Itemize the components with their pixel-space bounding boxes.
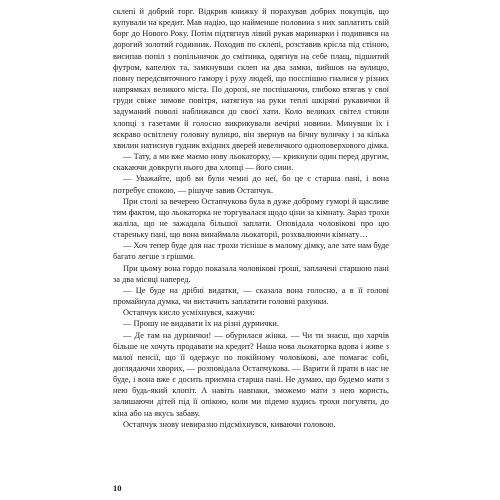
book-page <box>113 6 389 496</box>
paragraph: При столі за вечерею Остапчукова була в дуже доброму гуморі й щасливе тим фактом, що льокаторка не торгувалася щодо ціни за кімнату. Зараз трохи жаліла, що не зажадала більшої заплати. Оповідала чоловікові про цю стареньку пані, що вона винаймала льокаторії, розхвалюючи кімнату… <box>113 196 389 240</box>
paragraph: — Тату, а ми вже маємо нову льокаторку, — крикнули один перед другим, скакаючи довкруги нього два хлопці — його сини. <box>113 152 389 173</box>
paragraph: — Де там на дурнички! — обурилася жінка. — Чи ти знаєш, що харчів більше не хочуть продавати на кредит? Наша нова льокаторка вдова і живе з малої пенсії, що її одержує по покійному чоловікові, але помагає собі, доглядаючи хворих, — розповідала Остапчукова. — Варити й прати в нас не буде, і вона вже є досить приємна старша пані. Не думаю, що будемо мати з нею будь-який клопіт. А навіть навпаки, зможемо мати з нею користь, залишаючи дітей під її опікою, коли ми підемо кудись трохи погуляти, до кіна або на якусь забаву. <box>113 330 389 418</box>
paragraph: Остапчук кисло усміхнувся, кажучи: <box>123 308 255 318</box>
paragraph: Остапчук знову невиразно підсміхнувся, киваючи головою. <box>123 419 336 429</box>
page-number: 10 <box>113 483 122 493</box>
paragraph: — Хоч тепер буде для нас трохи тісніше в малому дімку, але зате нам буде багато легше з грішми. <box>113 241 389 262</box>
body-text <box>113 6 389 430</box>
paragraph: склепі й добрий торг. Відкрив книжку й порахував добрих покупців, що купували на кредит. Мав надію, що найменше половина з них заплатить свій борг до Нового Року. Потім підтягнув лівий рукав маринарки і подивився на дорогий золотий годинник. Походив по склепі, розставив крісла під стіною, висипав попіл з попільничок до смітника, одягнув на себе плащ, підшитий футром, капелюх та, замкнувши склеп на два замки, вийшов на вулицю, повну передсвяточного гамору і руху людей, що посспішно гналися у різних напрямках великого міста. По дорозі, не поспішаючи, глибоко втягав у свої груди свіже зимове повітря, натягнув на руки теплі шкіряні рукавички й задуманий поволі наближався до своєї хати. Коло великих світел стояли хлопці з газетами й голосно викрикували вечірні новини. Минувши їх і яскраво освітлену головну вулицю, він звернув на бічну вуличку і за кілька хвилин натиснув гудник вхідних дверей невеличкого одноповерхового дімка. <box>113 7 389 150</box>
paragraph: — Це буде на дрібні видатки, — сказала вона голосно, а в її голові промайнула думка, чи вистачить заплатити головні рахунки. <box>113 285 389 307</box>
paragraph: — Уважайте, щоб ви були чемні до неї, бо це є старша пані, і вона потребує спокою, — рішуче завив Остапчук. <box>113 174 389 195</box>
paragraph: — Прошу не видавати їх на різні дурнички. <box>123 319 279 329</box>
paragraph: При цьому вона гордо показала чоловікові гроші, заплачені старшою пані за два місяці наперед. <box>113 263 389 284</box>
